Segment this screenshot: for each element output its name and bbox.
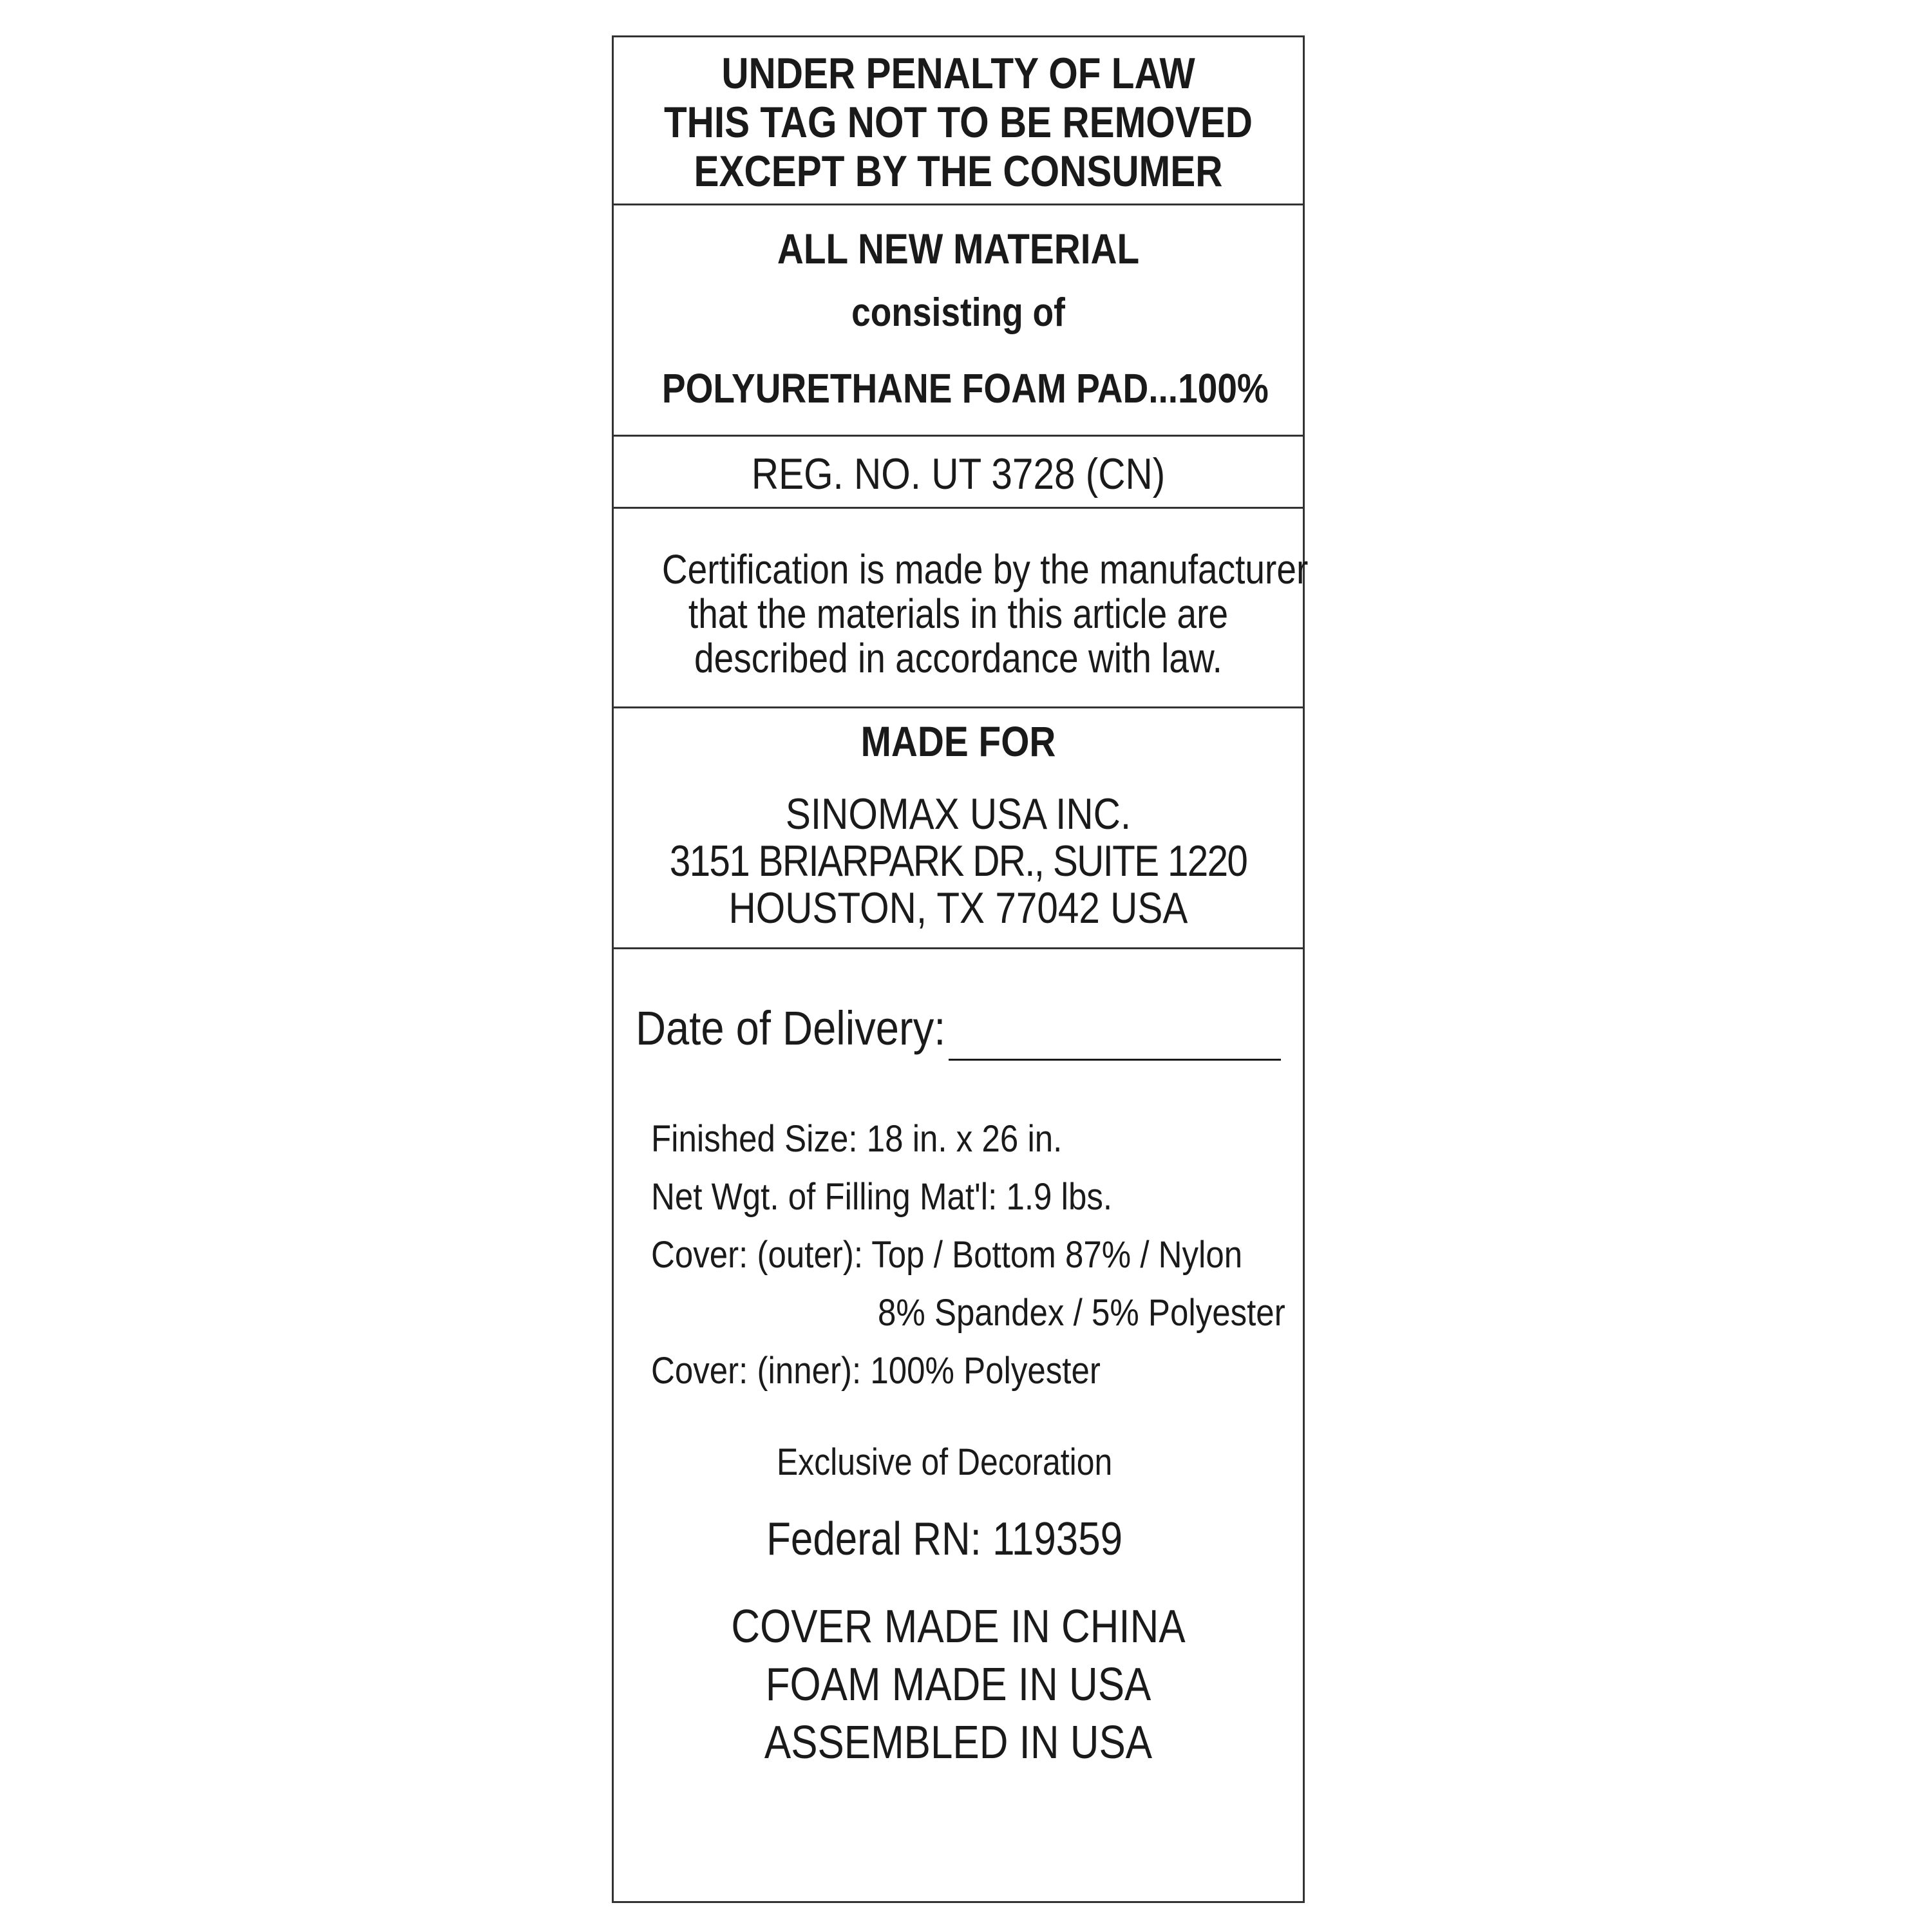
origin-line-3: ASSEMBLED IN USA xyxy=(764,1717,1153,1768)
certification-line-2: that the materials in this article are xyxy=(688,591,1229,637)
origin-line-1: COVER MADE IN CHINA xyxy=(731,1601,1186,1653)
warning-line-2: THIS TAG NOT TO BE REMOVED xyxy=(663,98,1253,147)
warning-line-1: UNDER PENALTY OF LAW xyxy=(721,49,1195,98)
delivery-date-label: Date of Delivery: xyxy=(636,1001,946,1055)
warning-section xyxy=(614,37,1303,205)
finished-size: Finished Size: 18 in. x 26 in. xyxy=(651,1118,1063,1160)
material-heading: ALL NEW MATERIAL xyxy=(777,225,1140,272)
company-address-1: 3151 BRIARPARK DR., SUITE 1220 xyxy=(669,837,1247,886)
made-for-section xyxy=(614,708,1303,949)
material-composition: POLYURETHANE FOAM PAD...100% xyxy=(661,365,1269,412)
material-section xyxy=(614,205,1303,437)
registration-number: REG. NO. UT 3728 (CN) xyxy=(751,450,1166,498)
material-consisting: consisting of xyxy=(851,290,1065,335)
cover-outer-line-1: Cover: (outer): Top / Bottom 87% / Nylon xyxy=(651,1234,1243,1276)
certification-line-1: Certification is made by the manufacturer xyxy=(661,546,1309,592)
net-weight: Net Wgt. of Filling Mat'l: 1.9 lbs. xyxy=(651,1176,1113,1218)
delivery-date-blank xyxy=(949,1059,1281,1061)
registration-section xyxy=(614,437,1303,509)
law-tag xyxy=(612,35,1309,1903)
certification-section xyxy=(614,509,1309,708)
origin-line-2: FOAM MADE IN USA xyxy=(765,1659,1151,1710)
made-for-heading: MADE FOR xyxy=(860,717,1056,765)
federal-rn: Federal RN: 119359 xyxy=(766,1513,1123,1565)
exclusive-of-decoration: Exclusive of Decoration xyxy=(776,1441,1113,1483)
cover-inner: Cover: (inner): 100% Polyester xyxy=(651,1350,1101,1392)
certification-line-3: described in accordance with law. xyxy=(694,635,1222,681)
warning-line-3: EXCEPT BY THE CONSUMER xyxy=(694,147,1223,196)
company-name: SINOMAX USA INC. xyxy=(785,790,1132,838)
company-address-2: HOUSTON, TX 77042 USA xyxy=(728,884,1188,933)
cover-outer-line-2: 8% Spandex / 5% Polyester xyxy=(878,1292,1285,1334)
